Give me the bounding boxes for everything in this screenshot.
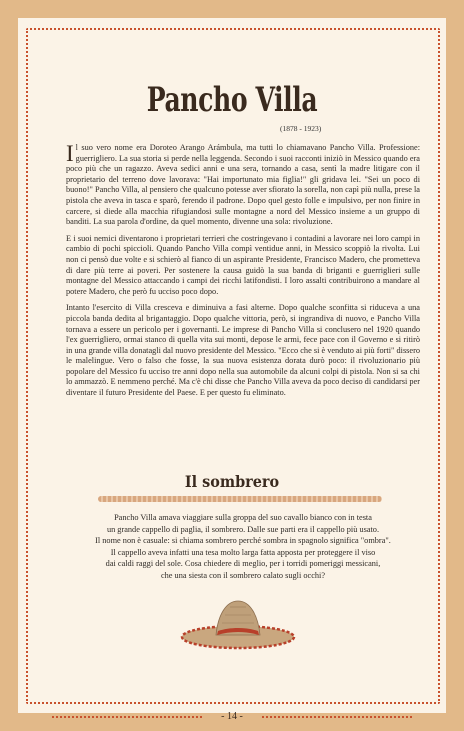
sombrero-line: che una siesta con il sombrero calato sugli occhi? [160, 570, 326, 580]
life-dates: (1878 - 1923) [280, 124, 322, 133]
page-title: Pancho Villa [146, 80, 318, 120]
footer-rule-right [262, 716, 412, 718]
sombrero-line: Il cappello aveva infatti una tesa molto larga fatta apposta per proteggere il viso [110, 547, 376, 557]
page-number: - 14 - [221, 711, 243, 722]
sombrero-text-block [84, 512, 402, 582]
sombrero-line: Il nome non è casuale: si chiama sombrero perché sombra in spagnolo significa "ombra". [95, 536, 391, 546]
sombrero-line: dai caldi raggi del sole. Cosa chiedere di meglio, per i torridi pomeriggi messicani, [105, 559, 381, 569]
section-title-underline [98, 496, 382, 502]
sombrero-line: Pancho Villa amava viaggiare sulla groppa del suo cavallo bianco con in testa [114, 513, 372, 522]
paragraph-2: E i suoi nemici diventarono i proprietari terrieri che costringevano i contadini a lavorare nei loro campi in cambio di pochi spiccioli. Quando Pancho Villa compì ventidue anni, in Messico scoppiò la rivolta. Lui non ci pensò due volte e si schierò al fianco di un aspirante Presidente, Francisco Madero, che prometteva di dare più terre ai poveri. Per sostenere la causa guidò la sua banda di briganti e guerriglieri sulle montagne del Messico attaccando i campi dei ricchi latifondisti. I loro assalti contribuirono a mandare al potere Madero, che però fu ucciso poco dopo. [66, 233, 420, 296]
paragraph-1: Il suo vero nome era Doroteo Arango Arámbula, ma tutti lo chiamavano Pancho Villa. Professione: guerrigliero. La sua storia si perde nella leggenda. Secondo i suoi racconti iniziò in Messico quando era poco più che un ragazzo. Aveva sedici anni e una sera, tornando a casa, sentì la madre litigare con il proprietario del terreno dove lavorava: "Hai importunato mia figlia!" gli gridava lei. "Sei un poco di buono!" Pancho Villa, al pensiero che qualcuno potesse aver sfiorato la sorella, non capì più nulla, prese la pistola che aveva in tasca e sparò, ferendo il padrone. Dopo quel gesto folle e impulsivo, per non finire in carcere, si diede alla macchia rifugiandosi sulle montagne a nord del Messico insieme a un gruppo di banditi. La sua parola d'ordine, da quel momento, divenne una sola: rivoluzione. [66, 141, 420, 227]
paragraph-3: Intanto l'esercito di Villa cresceva e diminuiva a fasi alterne. Dopo qualche sconfitta si riduceva a una piccola banda dedita al brigantaggio. Dopo qualche vittoria, però, si ingrandiva di nuovo, e Pancho Villa tornava a essere un pericolo per i governanti. Le imprese di Pancho Villa si conclusero nel 1920 quando l'ex guerrigliero, ormai stanco di quella vita sui monti, depose le armi, fece pace con il Governo e si ritirò in una grande villa donatagli dal nuovo presidente del Messico. "Ecco che si è venduto ai più forti" dissero le malelingue. Vero o falso che fosse, la sua nuova esistenza dorata durò poco: il rivoluzionario più popolare del Messico fu ucciso tre anni dopo nella sua automobile da alcuni colpi di pistola. Non si sa chi lo ammazzò. E nemmeno perché. Ma c'è chi disse che Pancho Villa aveva da poco deciso di candidarsi per diventare il futuro Presidente del Paese. E per questo fu eliminato. [66, 303, 420, 398]
sombrero-line: un grande cappello di paglia, il sombrero. Dalle sue parti era il cappello più usato. [106, 524, 380, 534]
book-page [18, 18, 446, 722]
article-body [66, 143, 420, 405]
sombrero-hat-icon [178, 593, 298, 653]
section-title-sombrero: Il sombrero [184, 472, 280, 491]
